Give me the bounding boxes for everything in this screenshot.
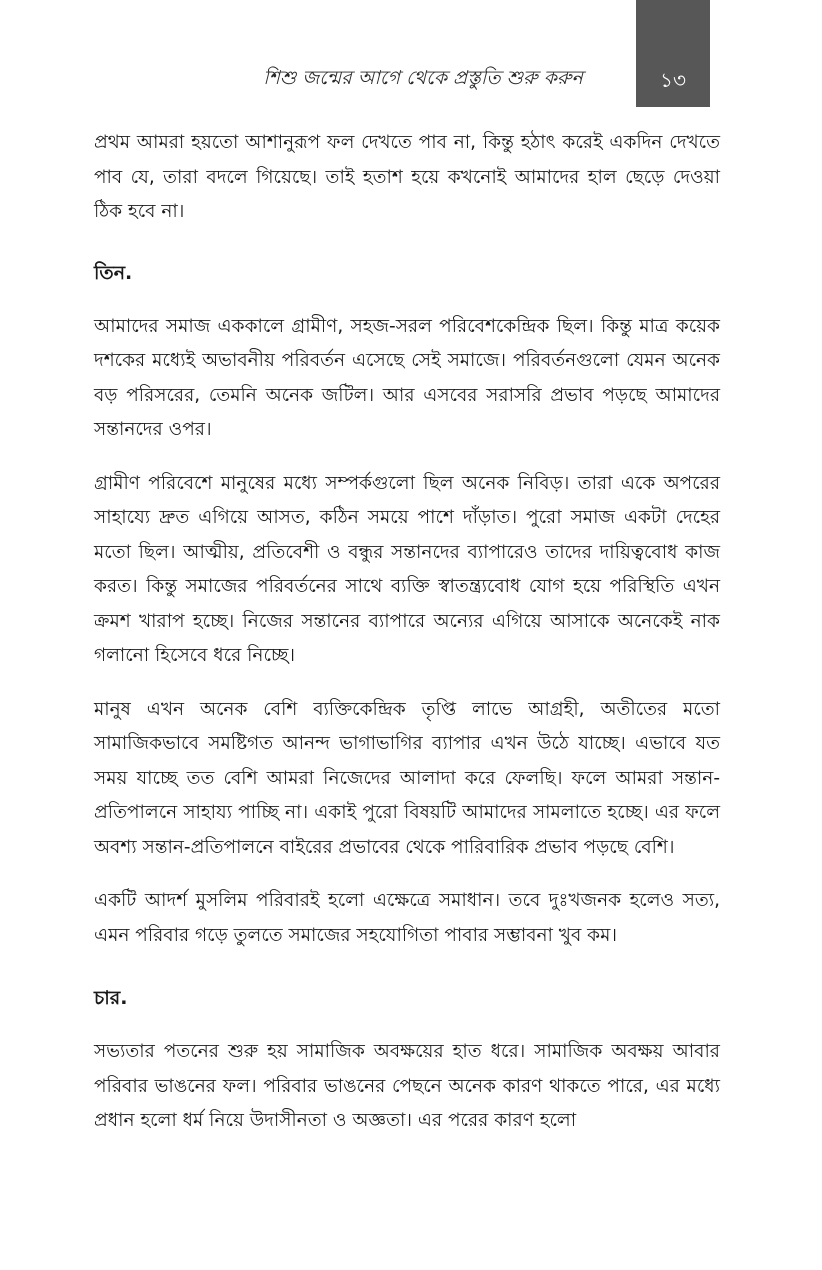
- paragraph: মানুষ এখন অনেক বেশি ব্যক্তিকেন্দ্রিক তৃপ্তি লাভে আগ্রহী, অতীতের মতো সামাজিকভাবে সমষ্টিগত আনন্দ ভাগাভাগির ব্যাপার এখন উঠে যাচ্ছে। এভাবে যত সময় যাচ্ছে তত বেশি আমরা নিজেদের আলাদা করে ফেলছি। ফলে আমরা সন্তান-প্রতিপালনে সাহায্য পাচ্ছি না। একাই পুরো বিষয়টি আমাদের সামলাতে হচ্ছে। এর ফলে অবশ্য সন্তান-প্রতিপালনে বাইরের প্রভাবের থেকে পারিবারিক প্রভাব পড়ছে বেশি।: [94, 698, 720, 858]
- section-heading-three: তিন.: [94, 261, 133, 284]
- paragraph: একটি আদর্শ মুসলিম পরিবারই হলো এক্ষেত্রে সমাধান। তবে দুঃখজনক হলেও সত্য, এমন পরিবার গড়ে তুলতে সমাজের সহযোগিতা পাবার সম্ভাবনা খুব কম।: [94, 890, 720, 946]
- paragraph: আমাদের সমাজ এককালে গ্রামীণ, সহজ-সরল পরিবেশকেন্দ্রিক ছিল। কিন্তু মাত্র কয়েক দশকের মধ্যেই অভাবনীয় পরিবর্তন এসেছে সেই সমাজে। পরিবর্তনগুলো যেমন অনেক বড় পরিসরের, তেমনি অনেক জটিল। আর এসবের সরাসরি প্রভাব পড়ছে আমাদের সন্তানদের ওপর।: [94, 315, 720, 440]
- page-number-tab: [636, 0, 710, 107]
- paragraph-intro: প্রথম আমরা হয়তো আশানুরূপ ফল দেখতে পাব না, কিন্তু হঠাৎ করেই একদিন দেখতে পাব যে, তারা বদলে গিয়েছে। তাই হতাশ হয়ে কখনোই আমাদের হাল ছেড়ে দেওয়া ঠিক হবে না।: [94, 132, 720, 222]
- paragraph: সভ্যতার পতনের শুরু হয় সামাজিক অবক্ষয়ের হাত ধরে। সামাজিক অবক্ষয় আবার পরিবার ভাঙনের ফল। পরিবার ভাঙনের পেছনে অনেক কারণ থাকতে পারে, এর মধ্যে প্রধান হলো ধর্ম নিয়ে উদাসীনতা ও অজ্ঞতা। এর পরের কারণ হলো: [94, 1041, 720, 1131]
- running-header-title: শিশু জন্মের আগে থেকে প্রস্তুতি শুরু করুন: [263, 67, 583, 89]
- page-number: ১৩: [660, 68, 686, 92]
- paragraph: গ্রামীণ পরিবেশে মানুষের মধ্যে সম্পর্কগুলো ছিল অনেক নিবিড়। তারা একে অপরের সাহায্যে দ্রুত এগিয়ে আসত, কঠিন সময়ে পাশে দাঁড়াত। পুরো সমাজ একটা দেহের মতো ছিল। আত্মীয়, প্রতিবেশী ও বন্ধুর সন্তানদের ব্যাপারেও তাদের দায়িত্ববোধ কাজ করত। কিন্তু সমাজের পরিবর্তনের সাথে ব্যক্তি স্বাতন্ত্র্যবোধ যোগ হয়ে পরিস্থিতি এখন ক্রমশ খারাপ হচ্ছে। নিজের সন্তানের ব্যাপারে অন্যের এগিয়ে আসাকে অনেকেই নাক গলানো হিসেবে ধরে নিচ্ছে।: [94, 472, 720, 666]
- body-text: [94, 126, 720, 1139]
- section-heading-four: চার.: [94, 987, 128, 1009]
